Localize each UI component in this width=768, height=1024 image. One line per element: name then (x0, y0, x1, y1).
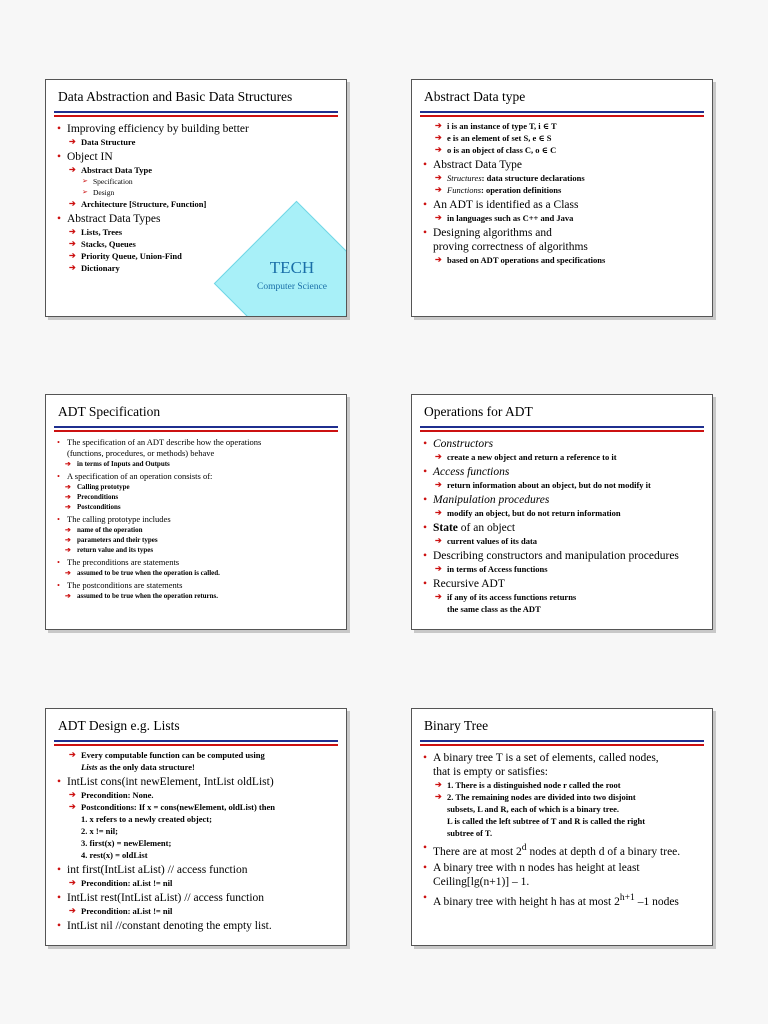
slide-title: Data Abstraction and Basic Data Structures (58, 89, 293, 104)
title-divider-red (54, 430, 338, 432)
text-line: 3. first(x) = newElement; (81, 838, 172, 848)
title-divider-red (54, 744, 338, 746)
bullet: • Abstract Data Types (56, 212, 340, 226)
bullet: • Improving efficiency by building better (56, 122, 340, 136)
sub-bullet: ➔ create a new object and return a reference to it (422, 451, 706, 463)
bullet-line: The specification of an ADT describe how the operations (67, 437, 262, 447)
sub-bullet: ➔ Calling prototype (56, 482, 340, 492)
slide-title: ADT Specification (58, 404, 161, 419)
title-divider-red (420, 744, 704, 746)
slide-title: Operations for ADT (424, 404, 533, 419)
sub-bullet: ➔ assumed to be true when the operation returns. (56, 591, 340, 601)
bullet (422, 521, 706, 535)
bullet (422, 751, 706, 779)
bullet: • IntList cons(int newElement, IntList oldList) (56, 775, 340, 789)
slide-abstract-data-type (411, 79, 713, 317)
title-divider-blue (54, 740, 338, 742)
label: Structures (447, 173, 482, 183)
text: A binary tree with height h has at most 2 (433, 895, 620, 908)
sub-bullet (422, 591, 706, 615)
sub-bullet (56, 749, 340, 773)
slide-content (56, 435, 340, 601)
sub-bullet: ➔ Precondition: aList != nil (56, 877, 340, 889)
title-divider-blue (54, 111, 338, 113)
text-line: 4. rest(x) = oldList (81, 850, 148, 860)
superscript: d (521, 842, 527, 853)
sub-bullet: ➔ Preconditions (56, 492, 340, 502)
sub-bullet: ➔ return value and its types (56, 545, 340, 555)
slide-content (56, 749, 340, 933)
text: Every computable function can be computed using (81, 750, 265, 760)
slide-adt-specification (45, 394, 347, 630)
bullet: • The preconditions are statements (56, 557, 340, 568)
superscript: h+1 (619, 891, 635, 903)
text: nodes at depth d of a binary tree. (526, 845, 681, 858)
slide-adt-design-lists (45, 708, 347, 946)
sub-sub-bullet: ➢ Design (56, 187, 340, 198)
title-divider-blue (420, 426, 704, 428)
text: –1 nodes (634, 895, 679, 908)
sub-bullet: ➔ in terms of Inputs and Outputs (56, 459, 340, 469)
text: : data structure declarations (481, 173, 585, 183)
text: : operation definitions (481, 185, 562, 195)
sub-bullet: ➔ o is an object of class C, o ∈ C (422, 144, 706, 156)
text: There are at most 2 (433, 845, 522, 858)
label: Functions (447, 185, 481, 195)
text-line: subtree of T. (447, 828, 493, 838)
slide-operations-for-adt (411, 394, 713, 630)
sub-bullet: ➔ parameters and their types (56, 535, 340, 545)
bullet: • Object IN (56, 150, 340, 164)
sub-bullet: ➔ Postconditions (56, 502, 340, 512)
bullet: • Recursive ADT (422, 577, 706, 591)
title-divider-blue (420, 111, 704, 113)
sub-bullet (422, 184, 706, 196)
bullet (422, 861, 706, 889)
sub-bullet: ➔ modify an object, but do not return information (422, 507, 706, 519)
text-line (81, 761, 340, 773)
text: as the only data structure! (97, 762, 195, 772)
text-line: subsets, L and R, each of which is a binary tree. (447, 804, 619, 814)
text-line: Ceiling[lg(n+1)] – 1. (433, 875, 530, 888)
sub-bullet: ➔ based on ADT operations and specifications (422, 254, 706, 266)
slide-content (422, 435, 706, 615)
sub-bullet (56, 801, 340, 861)
bold-term: State (433, 522, 458, 534)
bullet (422, 841, 706, 859)
text: A binary tree with n nodes has height at least (433, 861, 640, 874)
slide-binary-tree (411, 708, 713, 946)
title-divider-blue (54, 426, 338, 428)
title-divider-red (54, 115, 338, 117)
sub-bullet (422, 172, 706, 184)
sub-bullet (422, 791, 706, 839)
bullet: • An ADT is identified as a Class (422, 198, 706, 212)
title-divider-red (420, 115, 704, 117)
slide-content (422, 120, 706, 266)
slide-data-abstraction (45, 79, 347, 317)
text-line: L is called the left subtree of T and R is called the right (447, 816, 646, 826)
sub-bullet: ➔ in languages such as C++ and Java (422, 212, 706, 224)
bullet: • IntList rest(IntList aList) // access function (56, 891, 340, 905)
sub-bullet: ➔ Stacks, Queues (56, 238, 340, 250)
bullet-line: (functions, procedures, or methods) behave (67, 448, 215, 458)
sub-bullet: ➔ name of the operation (56, 525, 340, 535)
bullet: • Access functions (422, 465, 706, 479)
bullet: • Abstract Data Type (422, 158, 706, 172)
slide-title: ADT Design e.g. Lists (58, 718, 180, 733)
sub-bullet: ➔ assumed to be true when the operation is called. (56, 568, 340, 578)
sub-bullet: ➔ return information about an object, but do not modify it (422, 479, 706, 491)
slide-content (422, 749, 706, 909)
logo-sub-text: Computer Science (257, 282, 327, 292)
italic-term: Lists (81, 762, 98, 772)
bullet (56, 437, 340, 459)
slide-content (56, 120, 340, 274)
title-divider-blue (420, 740, 704, 742)
sub-bullet: ➔ Data Structure (56, 136, 340, 148)
bullet (422, 226, 706, 254)
sub-bullet: ➔ Priority Queue, Union-Find (56, 250, 340, 262)
text: the same class as the ADT (447, 604, 541, 614)
bullet: • The calling prototype includes (56, 514, 340, 525)
text: 2. The remaining nodes are divided into two disjoint (447, 792, 636, 802)
bullet: • Constructors (422, 437, 706, 451)
text-line: 2. x != nil; (81, 826, 118, 836)
sub-bullet: ➔ Architecture [Structure, Function] (56, 198, 340, 210)
sub-bullet: ➔ Dictionary (56, 262, 340, 274)
slide-title: Abstract Data type (424, 89, 526, 104)
bullet (422, 891, 706, 909)
sub-bullet: ➔ Abstract Data Type (56, 164, 340, 176)
text: of an object (457, 522, 516, 534)
bullet: • int first(IntList aList) // access function (56, 863, 340, 877)
slide-title: Binary Tree (424, 718, 489, 733)
text: A binary tree T is a set of elements, called nodes, (433, 752, 659, 764)
sub-bullet: ➔ e is an element of set S, e ∈ S (422, 132, 706, 144)
bullet: • Describing constructors and manipulation procedures (422, 549, 706, 563)
bullet-line: Designing algorithms and (433, 227, 552, 239)
sub-bullet: ➔ Precondition: None. (56, 789, 340, 801)
bullet: • A specification of an operation consists of: (56, 471, 340, 482)
sub-bullet: ➔ Lists, Trees (56, 226, 340, 238)
sub-bullet: ➔ current values of its data (422, 535, 706, 547)
bullet-line: proving correctness of algorithms (433, 241, 588, 253)
bullet: • Manipulation procedures (422, 493, 706, 507)
text-line: 1. x refers to a newly created object; (81, 814, 212, 824)
title-divider-red (420, 430, 704, 432)
sub-bullet: ➔ in terms of Access functions (422, 563, 706, 575)
logo-main-text: TECH (269, 258, 315, 277)
text: Postconditions: If x = cons(newElement, oldList) then (81, 802, 275, 812)
text-line: that is empty or satisfies: (433, 766, 548, 778)
text: if any of its access functions returns (447, 592, 577, 602)
bullet: • The postconditions are statements (56, 580, 340, 591)
sub-bullet: ➔ 1. There is a distinguished node r called the root (422, 779, 706, 791)
sub-bullet: ➔ i is an instance of type T, i ∈ T (422, 120, 706, 132)
sub-sub-bullet: ➢ Specification (56, 176, 340, 187)
sub-bullet: ➔ Precondition: aList != nil (56, 905, 340, 917)
bullet: • IntList nil //constant denoting the empty list. (56, 919, 340, 933)
